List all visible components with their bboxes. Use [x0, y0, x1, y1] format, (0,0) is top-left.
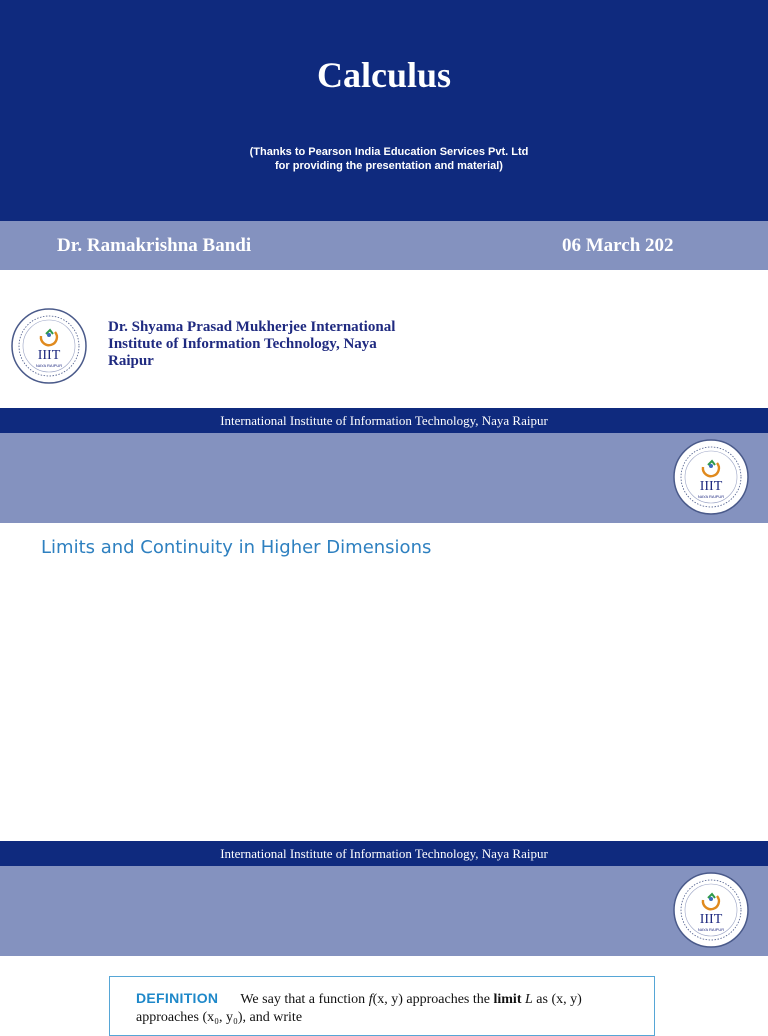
- acknowledgement-line-1: (Thanks to Pearson India Education Services Pvt. Ltd: [249, 146, 529, 158]
- header-logo: [672, 438, 750, 521]
- institute-name-line-1: Dr. Shyama Prasad Mukherjee International: [108, 319, 396, 335]
- header-band: [0, 866, 768, 956]
- institute-name: [108, 319, 468, 370]
- institute-name-line-3: Raipur: [108, 353, 154, 369]
- acknowledgement: [0, 145, 768, 173]
- acknowledgement-line-2: for providing the presentation and material): [275, 160, 503, 172]
- svg-text:IIIT: IIIT: [699, 479, 723, 494]
- svg-text:IIIT: IIIT: [699, 912, 723, 927]
- iiit-logo-icon: [10, 307, 88, 385]
- slide-title: Calculus: [316, 55, 452, 95]
- definition-label: DEFINITION: [136, 990, 219, 1006]
- author-name: Dr. Ramakrishna Bandi: [57, 235, 252, 256]
- svg-text:IIIT: IIIT: [37, 348, 61, 363]
- institute-footer-band: International Institute of Information Technology, Naya Raipur: [0, 841, 768, 866]
- definition-line-2: approaches (x₀, y₀), and write: [136, 1010, 303, 1025]
- presentation-date: 06 March 202: [562, 235, 674, 256]
- definition-line-1: DEFINITION We say that a function f(x, y) approaches the limit L as (x, y): [136, 990, 582, 1007]
- header-band: [0, 433, 768, 523]
- institute-name-line-2: Institute of Information Technology, Naya: [108, 336, 377, 352]
- header-logo: [672, 871, 750, 954]
- title-band: [0, 0, 768, 221]
- iiit-logo-icon: [672, 438, 750, 516]
- svg-text:NAYA RAIPUR: NAYA RAIPUR: [35, 363, 63, 368]
- slide-heading: Limits and Continuity in Higher Dimensions: [41, 537, 432, 558]
- svg-text:NAYA RAIPUR: NAYA RAIPUR: [697, 927, 725, 932]
- institute-logo: [10, 307, 88, 390]
- iiit-logo-icon: [672, 871, 750, 949]
- svg-text:NAYA RAIPUR: NAYA RAIPUR: [697, 494, 725, 499]
- institute-footer-band: International Institute of Information Technology, Naya Raipur: [0, 408, 768, 433]
